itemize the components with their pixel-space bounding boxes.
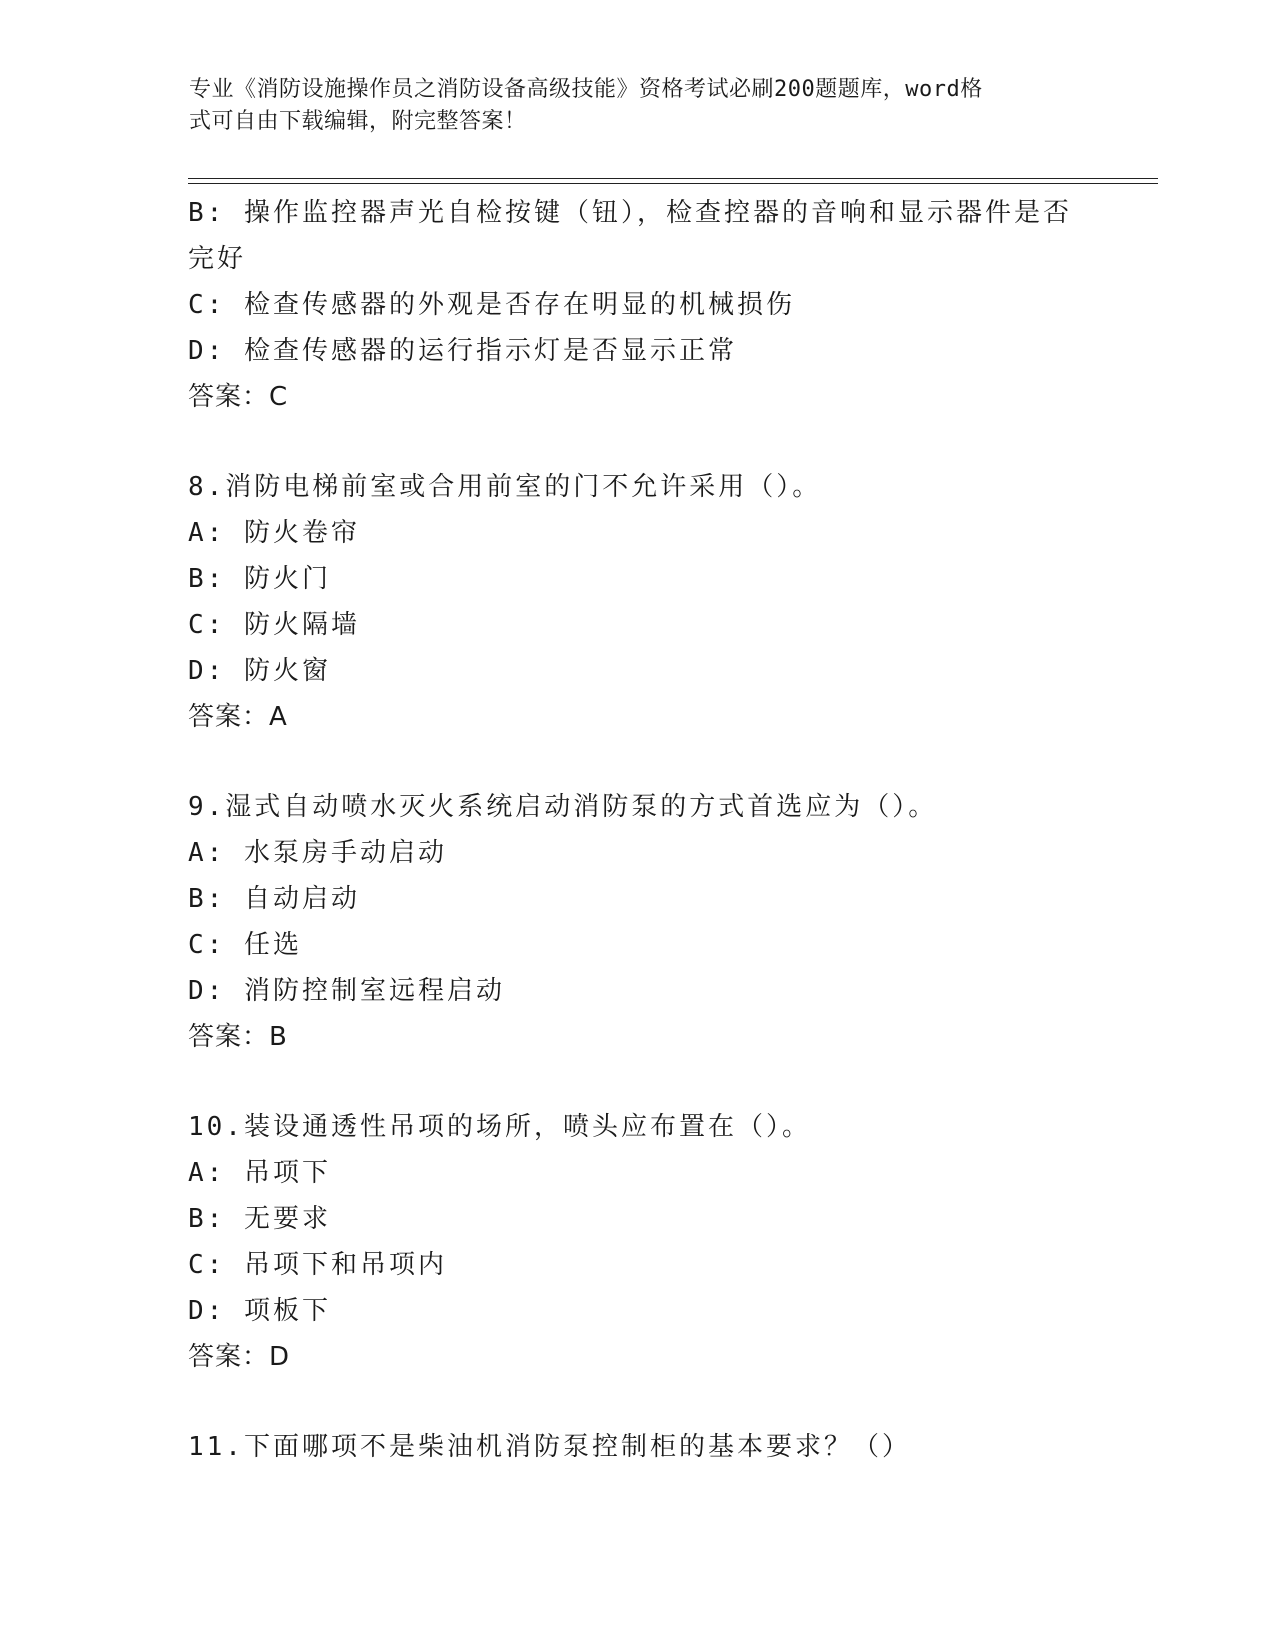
document-header: [189, 74, 1069, 138]
question-list: [188, 190, 1088, 1470]
option-a: A: 防火卷帘: [188, 518, 360, 548]
option-b: B: 自动启动: [188, 884, 360, 914]
question-10: [188, 1104, 1088, 1380]
question-stem: 11.下面哪项不是柴油机消防泵控制柜的基本要求？（）: [188, 1432, 911, 1462]
option-a: A: 吊项下: [188, 1158, 331, 1188]
option-d: D: 防火窗: [188, 656, 331, 686]
option-c: C: 检查传感器的外观是否存在明显的机械损伤: [188, 290, 795, 320]
option-b: B: 防火门: [188, 564, 331, 594]
option-c: C: 吊项下和吊项内: [188, 1250, 447, 1280]
question-stem: 8.消防电梯前室或合用前室的门不允许采用（）。: [188, 472, 822, 502]
option-d: D: 检查传感器的运行指示灯是否显示正常: [188, 336, 737, 366]
option-b: B: 无要求: [188, 1204, 331, 1234]
question-stem: 10.装设通透性吊项的场所，喷头应布置在（）。: [188, 1112, 811, 1142]
answer-line: 答案：A: [188, 702, 288, 732]
question-7-continued: [188, 190, 1088, 420]
question-9: [188, 784, 1088, 1060]
header-divider-bottom: [188, 183, 1158, 184]
option-b: B: 操作监控器声光自检按键（钮），检查控器的音响和显示器件是否: [188, 198, 1072, 228]
option-b-continued: 完好: [188, 244, 247, 274]
option-d: D: 项板下: [188, 1296, 331, 1326]
option-c: C: 防火隔墙: [188, 610, 360, 640]
header-divider-top: [188, 178, 1158, 179]
answer-line: 答案：D: [188, 1342, 291, 1372]
answer-line: 答案：C: [188, 382, 289, 412]
header-line-1: 专业《消防设施操作员之消防设备高级技能》资格考试必刷200题题库，word格: [189, 77, 983, 102]
question-8: [188, 464, 1088, 740]
option-c: C: 任选: [188, 930, 302, 960]
option-a: A: 水泵房手动启动: [188, 838, 447, 868]
header-line-2: 式可自由下载编辑，附完整答案！: [189, 109, 527, 134]
option-d: D: 消防控制室远程启动: [188, 976, 505, 1006]
question-11: [188, 1424, 1088, 1470]
answer-line: 答案：B: [188, 1022, 288, 1052]
question-stem: 9.湿式自动喷水灭火系统启动消防泵的方式首选应为（）。: [188, 792, 938, 822]
